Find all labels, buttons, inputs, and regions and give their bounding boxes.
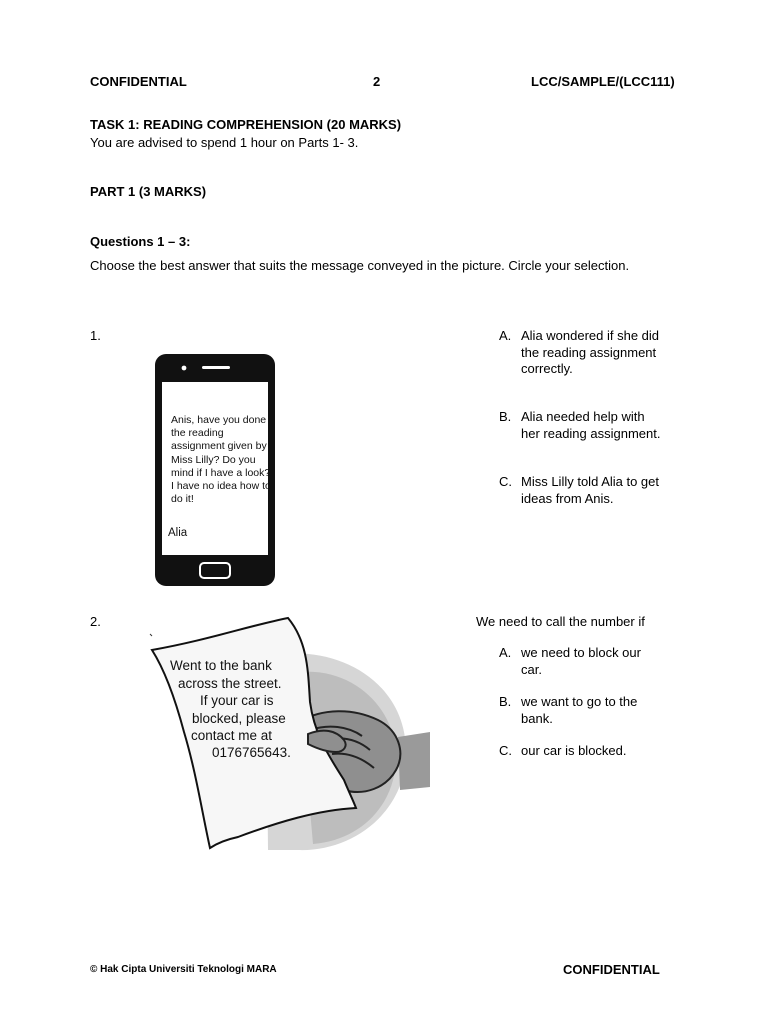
- footer-copyright: © Hak Cipta Universiti Teknologi MARA: [90, 964, 277, 975]
- option-text: Miss Lilly told Alia to get ideas from Anis.: [521, 474, 660, 506]
- note-line-3: If your car is: [200, 693, 274, 708]
- header-document-code: LCC/SAMPLE/(LCC111): [531, 74, 675, 89]
- note-line-5: contact me at: [191, 728, 273, 743]
- question-2-option-b[interactable]: [499, 694, 669, 728]
- phone-message-text: Anis, have you done the reading assignment given by Miss Lilly? Do you mind if I have a look? I have no idea how to do it!: [171, 414, 271, 506]
- question-1-number: 1.: [90, 328, 101, 343]
- option-letter: A.: [499, 328, 512, 343]
- header-confidential: CONFIDENTIAL: [90, 74, 187, 89]
- option-text: we want to go to the bank.: [521, 694, 638, 726]
- task-advice: You are advised to spend 1 hour on Parts 1- 3.: [90, 135, 359, 150]
- option-letter: C.: [499, 474, 512, 489]
- note-line-1: Went to the bank: [170, 658, 272, 673]
- question-1-option-c[interactable]: [499, 474, 669, 508]
- option-text: we need to block our car.: [521, 645, 641, 677]
- note-line-2: across the street.: [178, 676, 282, 691]
- option-text: Alia wondered if she did the reading assignment correctly.: [521, 328, 660, 376]
- part-title: PART 1 (3 MARKS): [90, 184, 207, 199]
- note-line-6: 0176765643.: [212, 745, 291, 760]
- question-2-number: 2.: [90, 614, 101, 629]
- option-letter: A.: [499, 645, 512, 660]
- question-2-note-image: [148, 612, 430, 870]
- option-text: our car is blocked.: [521, 743, 627, 758]
- option-letter: B.: [499, 409, 512, 424]
- question-1-phone-image: [154, 353, 276, 587]
- option-text: Alia needed help with her reading assignment.: [521, 409, 661, 441]
- questions-range-label: Questions 1 – 3:: [90, 234, 191, 249]
- footer-confidential: CONFIDENTIAL: [563, 962, 660, 977]
- note-line-4: blocked, please: [192, 711, 286, 726]
- question-2-stem: We need to call the number if: [476, 614, 645, 629]
- question-1-option-b[interactable]: [499, 409, 669, 459]
- question-2-option-a[interactable]: [499, 645, 669, 679]
- task-title: TASK 1: READING COMPREHENSION (20 MARKS): [90, 117, 402, 132]
- question-2-option-c[interactable]: [499, 743, 669, 761]
- option-letter: C.: [499, 743, 512, 758]
- questions-instruction: Choose the best answer that suits the message conveyed in the picture. Circle your selection.: [90, 258, 630, 273]
- question-1-option-a[interactable]: [499, 328, 669, 378]
- option-letter: B.: [499, 694, 512, 709]
- page-number: 2: [373, 74, 381, 89]
- phone-sender-name: Alia: [168, 527, 188, 539]
